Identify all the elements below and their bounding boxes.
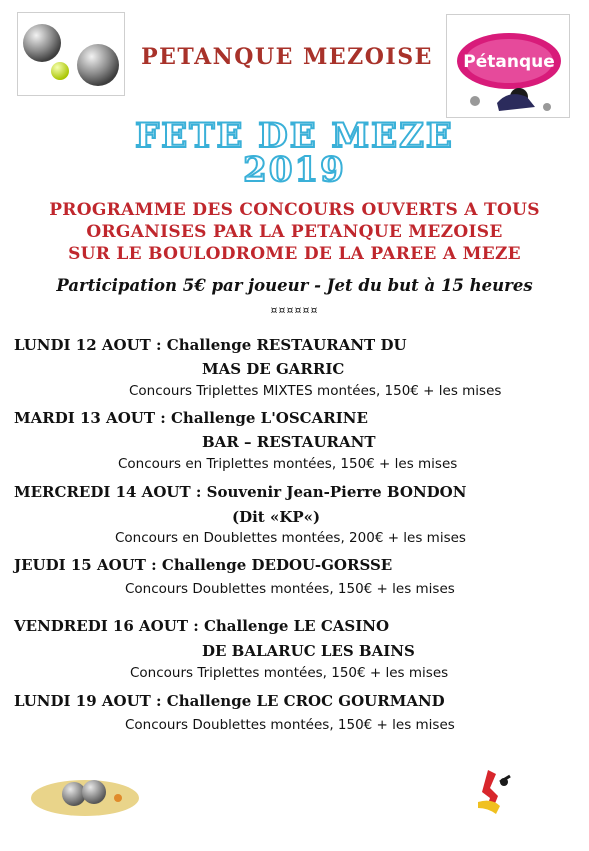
decor-player [470,762,522,828]
programme-line-1: PROGRAMME DES CONCOURS OUVERTS A TOUS [49,200,540,220]
event-3-day: MERCREDI 14 AOUT : Souvenir Jean-Pierre BONDON [14,483,467,501]
event-5-desc: Concours Triplettes montées, 150€ + les mises [130,665,449,681]
fete-title: FETE DE MEZE [135,116,454,156]
fete-year: 2019 [243,150,346,190]
event-6-day: LUNDI 19 AOUT : Challenge LE CROC GOURMAND [14,692,445,710]
logo-right-text: Pétanque [463,52,555,72]
player-pictogram-icon [470,762,522,824]
participation-info: Participation 5€ par joueur - Jet du but à 15 heures [56,276,533,295]
balls-on-sand-icon [30,768,140,818]
decor-balls-sand [30,768,140,822]
logo-petanque-balls [17,12,125,96]
event-1-day: LUNDI 12 AOUT : Challenge RESTAURANT DU [14,336,407,354]
event-2-challenge-cont: BAR – RESTAURANT [202,433,376,451]
petanque-player-icon [447,15,570,118]
programme-line-2: ORGANISES PAR LA PETANQUE MEZOISE [86,222,503,242]
event-5-challenge-cont: DE BALARUC LES BAINS [202,642,415,660]
event-4-desc: Concours Doublettes montées, 150€ + les mises [125,581,455,597]
event-5-day: VENDREDI 16 AOUT : Challenge LE CASINO [14,617,390,635]
event-4-day: JEUDI 15 AOUT : Challenge DEDOU-GORSSE [14,556,393,574]
logo-petanque-player [446,14,570,118]
event-1-desc: Concours Triplettes MIXTES montées, 150€ + les mises [129,383,502,399]
event-3-challenge-cont: (Dit «KP«) [232,508,321,526]
event-2-day: MARDI 13 AOUT : Challenge L'OSCARINE [14,409,368,427]
event-2-desc: Concours en Triplettes montées, 150€ + les mises [118,456,458,472]
club-name: PETANQUE MEZOISE [141,44,433,70]
event-1-challenge-cont: MAS DE GARRIC [202,360,345,378]
event-6-desc: Concours Doublettes montées, 150€ + les mises [125,717,455,733]
event-3-desc: Concours en Doublettes montées, 200€ + les mises [115,530,466,546]
petanque-balls-icon [18,13,125,96]
programme-line-3: SUR LE BOULODROME DE LA PAREE A MEZE [68,244,521,264]
separator: ¤¤¤¤¤¤ [270,304,319,317]
